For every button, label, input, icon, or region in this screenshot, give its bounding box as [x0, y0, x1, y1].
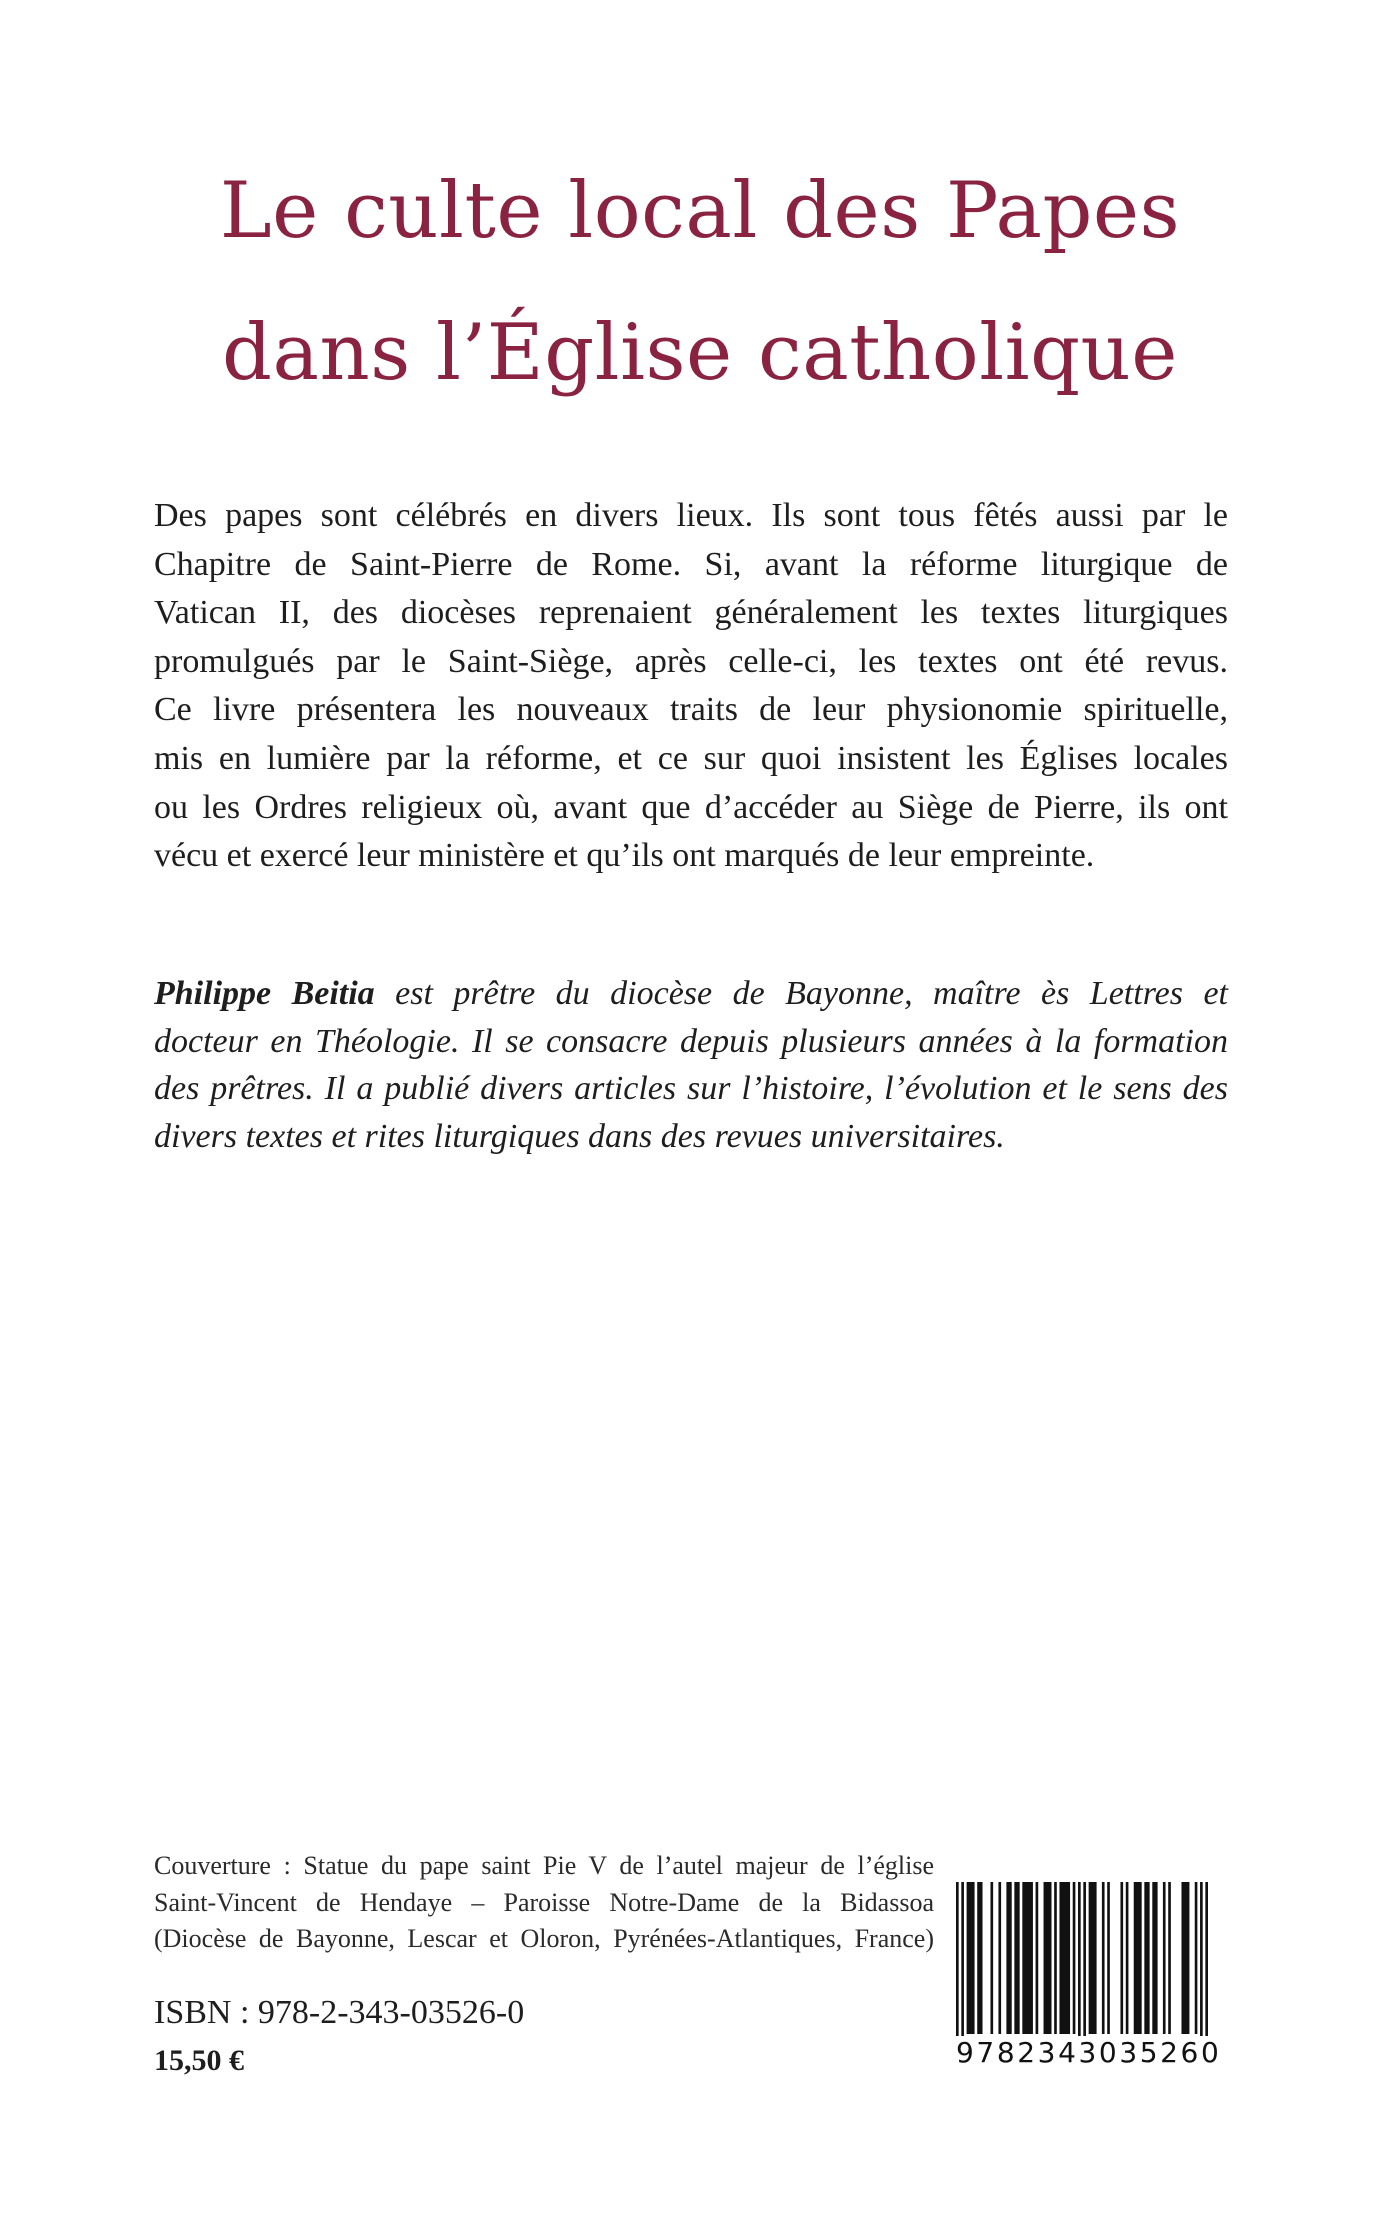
barcode-bar [1163, 1882, 1166, 2034]
barcode-bar [1195, 1882, 1198, 2034]
barcode-bar [1022, 1882, 1033, 2034]
barcode-bar [990, 1882, 993, 2034]
barcode-bar [1168, 1882, 1171, 2034]
barcode-bar [1044, 1882, 1052, 2034]
author-name: Philippe Beitia [154, 975, 375, 1012]
barcode-bar [1126, 1882, 1129, 2034]
cover-credit [154, 1848, 934, 1958]
barcode-bar [1120, 1882, 1123, 2034]
barcode-bar [961, 1882, 964, 2060]
summary-line: ou les Ordres religieux où, avant que d’accéder au Siège de Pierre, ils ont [154, 788, 1228, 826]
barcode-bar [977, 1882, 982, 2034]
barcode-bar [1134, 1882, 1142, 2034]
book-summary [154, 492, 1228, 881]
author-bio-line [154, 970, 1228, 1018]
author-bio [154, 970, 1228, 1160]
price: 15,50 € [154, 2044, 244, 2077]
barcode-bar [1073, 1882, 1076, 2034]
summary-line: mis en lumière par la réforme, et ce sur quoi insistent les Églises locales [154, 739, 1228, 777]
barcode-bar [1152, 1882, 1157, 2034]
barcode-bar [1089, 1882, 1097, 2034]
barcode-bar [1054, 1882, 1057, 2034]
author-bio-line: divers textes et rites liturgiques dans des revues universitaires. [154, 1117, 1005, 1155]
barcode-bar [998, 1882, 1001, 2034]
barcode-bar [967, 1882, 975, 2034]
book-title-line-1: Le culte local des Papes [219, 166, 1181, 256]
author-bio-first-line-text: est prêtre du diocèse de Bayonne, maître ès Lettres et [374, 975, 1229, 1012]
summary-line: Chapitre de Saint-Pierre de Rome. Si, avant la réforme liturgique de [154, 545, 1228, 583]
summary-line: Des papes sont célébrés en divers lieux. Ils sont tous fêtés aussi par le [154, 497, 1228, 534]
author-bio-line: des prêtres. Il a publié divers articles sur l’histoire, l’évolution et le sens des [154, 1070, 1228, 1108]
barcode-bar [1200, 1882, 1203, 2060]
barcode-bar [1083, 1882, 1086, 2060]
barcode-bar [1102, 1882, 1105, 2034]
summary-line: Ce livre présentera les nouveaux traits de leur physionomie spirituelle, [154, 691, 1228, 729]
barcode-bar [1036, 1882, 1039, 2034]
book-title [0, 140, 1400, 424]
book-title-line-2: dans l’Église catholique [222, 308, 1178, 398]
barcode-bar [1181, 1882, 1189, 2034]
barcode-bar [1059, 1882, 1070, 2034]
barcode-bar [1205, 1882, 1208, 2060]
summary-line: promulgués par le Saint-Siège, après celle-ci, les textes ont été revus. [154, 642, 1228, 680]
barcode-bar [1107, 1882, 1110, 2034]
barcode-bar [1006, 1882, 1011, 2034]
summary-line: Vatican II, des diocèses reprenaient généralement les textes liturgiques [154, 594, 1228, 632]
barcode-digits: 9782343035260 [956, 2036, 1222, 2069]
barcode-bar [956, 1882, 959, 2060]
cover-credit-line: Saint-Vincent de Hendaye – Paroisse Notre-Dame de la Bidassoa [154, 1887, 934, 1917]
barcode-bar [1014, 1882, 1019, 2034]
isbn: ISBN : 978-2-343-03526-0 [154, 1994, 525, 2031]
summary-line: vécu et exercé leur ministère et qu’ils ont marqués de leur empreinte. [154, 837, 1095, 875]
cover-credit-line: Couverture : Statue du pape saint Pie V de l’autel majeur de l’église [154, 1851, 934, 1880]
barcode-bar [1144, 1882, 1149, 2034]
barcode-bar [1078, 1882, 1081, 2060]
cover-credit-line: (Diocèse de Bayonne, Lescar et Oloron, Pyrénées-Atlantiques, France) [154, 1924, 934, 1953]
author-bio-line: docteur en Théologie. Il se consacre depuis plusieurs années à la formation [154, 1022, 1228, 1060]
